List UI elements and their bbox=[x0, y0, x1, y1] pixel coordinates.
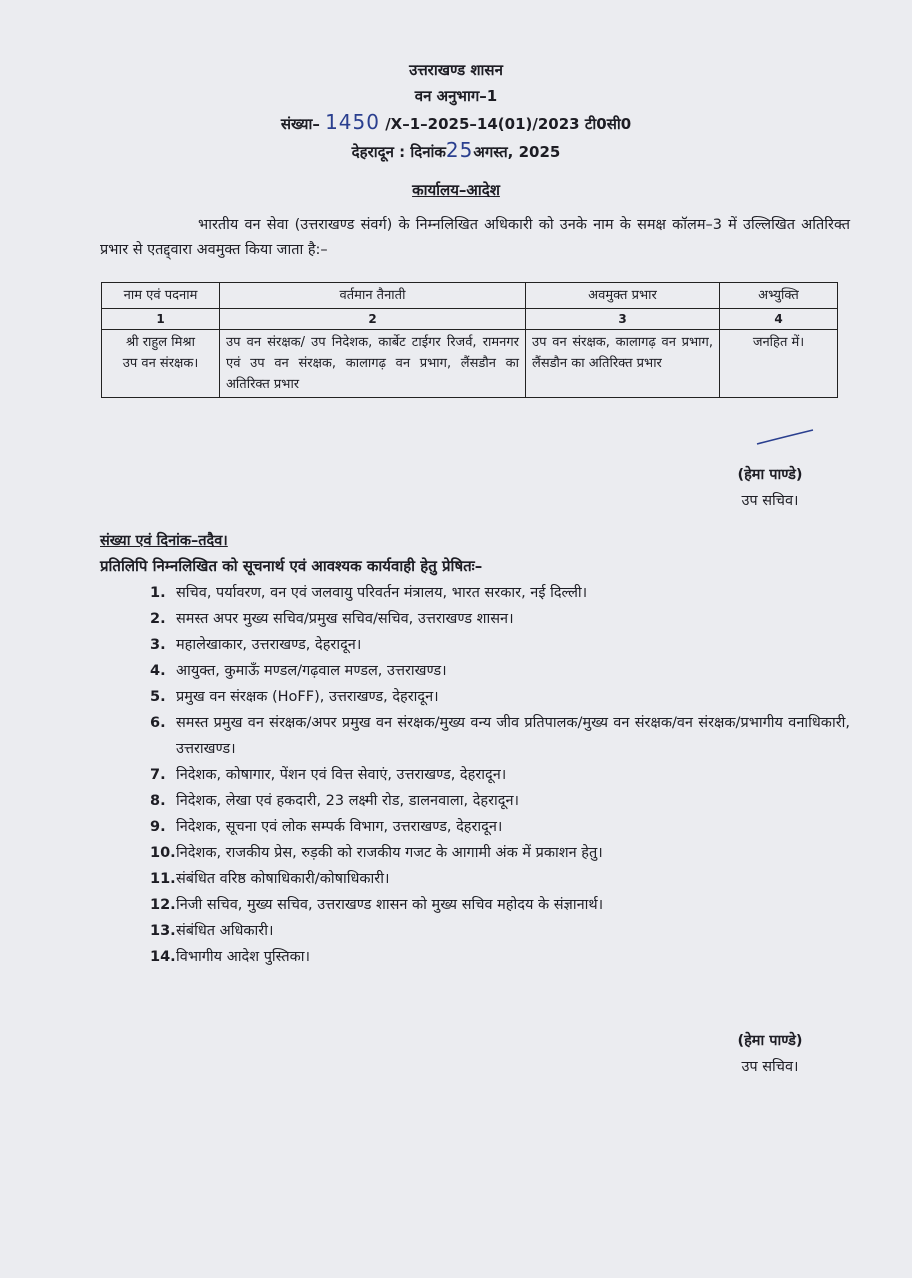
list-item-number: 9. bbox=[150, 819, 166, 835]
list-item-text: संबंधित अधिकारी। bbox=[176, 923, 274, 939]
table-header-cell: नाम एवं पदनाम bbox=[102, 283, 220, 309]
list-item bbox=[150, 918, 850, 944]
list-item-text: निदेशक, राजकीय प्रेस, रुड़की को राजकीय गजट के आगामी अंक में प्रकाशन हेतु। bbox=[176, 845, 603, 861]
officer-designation: उप वन संरक्षक। bbox=[122, 356, 199, 371]
list-item-text: निदेशक, सूचना एवं लोक सम्पर्क विभाग, उत्तराखण्ड, देहरादून। bbox=[176, 819, 503, 835]
officer-table bbox=[101, 282, 838, 398]
list-item-number: 6. bbox=[150, 715, 166, 731]
order-date-suffix: अगस्त, 2025 bbox=[473, 143, 561, 161]
current-posting-cell: उप वन संरक्षक/ उप निदेशक, कार्बेट टाईगर रिजर्व, रामनगर एवं उप वन संरक्षक, कालागढ़ वन प्रभाग, लैंसडौन का अतिरिक्त प्रभार bbox=[220, 330, 526, 398]
signatory-name: (हेमा पाण्डे) bbox=[737, 1033, 803, 1049]
list-item bbox=[150, 606, 850, 632]
list-item-number: 4. bbox=[150, 663, 166, 679]
list-item-number: 8. bbox=[150, 793, 166, 809]
list-item-text: विभागीय आदेश पुस्तिका। bbox=[176, 949, 310, 965]
list-item-text: समस्त प्रमुख वन संरक्षक/अपर प्रमुख वन संरक्षक/मुख्य वन्य जीव प्रतिपालक/मुख्य वन संरक्षक/वन संरक्षक/प्रभागीय वनाधिकारी, उत्तराखण्ड। bbox=[176, 715, 850, 757]
order-date bbox=[0, 138, 912, 162]
body-paragraph: भारतीय वन सेवा (उत्तराखण्ड संवर्ग) के निम्नलिखित अधिकारी को उनके नाम के समक्ष कॉलम–3 में उल्लिखित अतिरिक्त प्रभार से एतद्द्वारा अवमुक्त किया जाता है:– bbox=[100, 217, 850, 258]
list-item-number: 3. bbox=[150, 637, 166, 653]
list-item bbox=[150, 944, 850, 970]
list-item bbox=[150, 632, 850, 658]
list-item-text: निदेशक, कोषागार, पेंशन एवं वित्त सेवाएं, उत्तराखण्ड, देहरादून। bbox=[176, 767, 507, 783]
list-item-number: 10. bbox=[150, 845, 176, 861]
list-item bbox=[150, 892, 850, 918]
list-item-number: 1. bbox=[150, 585, 166, 601]
order-date-prefix: देहरादून : दिनांक bbox=[351, 143, 446, 161]
signatory-name: (हेमा पाण्डे) bbox=[737, 467, 803, 483]
table-column-number: 1 bbox=[102, 309, 220, 330]
list-item bbox=[150, 762, 850, 788]
order-title bbox=[0, 180, 912, 200]
reference-line bbox=[100, 530, 228, 550]
table-header-cell: वर्तमान तैनाती bbox=[220, 283, 526, 309]
list-item-number: 14. bbox=[150, 949, 176, 965]
officer-name: श्री राहुल मिश्रा bbox=[126, 335, 195, 350]
list-item bbox=[150, 788, 850, 814]
list-item-text: संबंधित वरिष्ठ कोषाधिकारी/कोषाधिकारी। bbox=[176, 871, 390, 887]
order-date-handwritten: 25 bbox=[445, 138, 474, 162]
signature-block-bottom bbox=[700, 1028, 840, 1080]
table-column-number: 3 bbox=[526, 309, 720, 330]
list-item-text: महालेखाकार, उत्तराखण्ड, देहरादून। bbox=[176, 637, 362, 653]
list-item bbox=[150, 814, 850, 840]
list-item-text: आयुक्त, कुमाऊँ मण्डल/गढ़वाल मण्डल, उत्तराखण्ड। bbox=[176, 663, 447, 679]
table-number-row bbox=[102, 309, 838, 330]
list-item-number: 13. bbox=[150, 923, 176, 939]
order-number-suffix: /X–1–2025–14(01)/2023 टी0सी0 bbox=[379, 115, 632, 133]
order-title-text: कार्यालय–आदेश bbox=[412, 181, 500, 199]
section-heading: वन अनुभाग–1 bbox=[414, 87, 498, 105]
officer-name-cell bbox=[102, 330, 220, 398]
table-column-number: 2 bbox=[220, 309, 526, 330]
list-item bbox=[150, 580, 850, 606]
copy-heading: प्रतिलिपि निम्नलिखित को सूचनार्थ एवं आवश्यक कार्यवाही हेतु प्रेषितः– bbox=[100, 557, 483, 575]
order-number-prefix: संख्या– bbox=[280, 115, 326, 133]
table-header-row bbox=[102, 283, 838, 309]
copy-list bbox=[150, 580, 850, 970]
list-item-text: निजी सचिव, मुख्य सचिव, उत्तराखण्ड शासन को मुख्य सचिव महोदय के संज्ञानार्थ। bbox=[176, 897, 604, 913]
list-item-number: 11. bbox=[150, 871, 176, 887]
reference-line-text: संख्या एवं दिनांक–तदैव। bbox=[100, 533, 228, 549]
list-item-number: 5. bbox=[150, 689, 166, 705]
list-item bbox=[150, 658, 850, 684]
table-row bbox=[102, 330, 838, 398]
list-item-text: समस्त अपर मुख्य सचिव/प्रमुख सचिव/सचिव, उत्तराखण्ड शासन। bbox=[176, 611, 514, 627]
table-header-cell: अभ्युक्ति bbox=[720, 283, 838, 309]
govt-heading: उत्तराखण्ड शासन bbox=[409, 61, 503, 79]
list-item-text: निदेशक, लेखा एवं हकदारी, 23 लक्ष्मी रोड, डालनवाला, देहरादून। bbox=[176, 793, 520, 809]
list-item bbox=[150, 840, 850, 866]
order-number-handwritten: 1450 bbox=[325, 110, 380, 134]
list-item bbox=[150, 866, 850, 892]
list-item-number: 12. bbox=[150, 897, 176, 913]
list-item-number: 2. bbox=[150, 611, 166, 627]
signature-block-top bbox=[700, 462, 840, 514]
list-item-text: सचिव, पर्यावरण, वन एवं जलवायु परिवर्तन मंत्रालय, भारत सरकार, नई दिल्ली। bbox=[176, 585, 588, 601]
signatory-designation: उप सचिव। bbox=[741, 1059, 799, 1075]
list-item-text: प्रमुख वन संरक्षक (HoFF), उत्तराखण्ड, देहरादून। bbox=[176, 689, 439, 705]
signature-mark bbox=[755, 428, 815, 448]
list-item bbox=[150, 684, 850, 710]
list-item-number: 7. bbox=[150, 767, 166, 783]
remarks-cell: जनहित में। bbox=[720, 330, 838, 398]
table-header-cell: अवमुक्त प्रभार bbox=[526, 283, 720, 309]
signatory-designation: उप सचिव। bbox=[741, 493, 799, 509]
order-number bbox=[0, 110, 912, 134]
relieved-charge-cell: उप वन संरक्षक, कालागढ़ वन प्रभाग, लैंसडौन का अतिरिक्त प्रभार bbox=[526, 330, 720, 398]
list-item bbox=[150, 710, 850, 762]
table-column-number: 4 bbox=[720, 309, 838, 330]
